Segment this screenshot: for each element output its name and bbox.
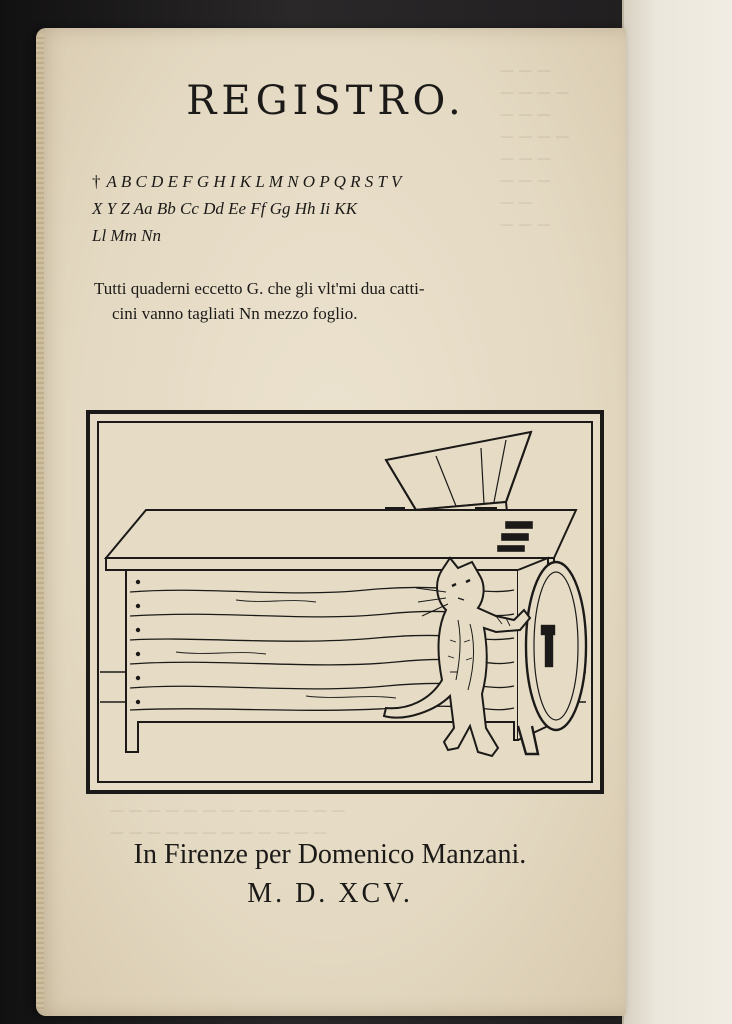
- show-through-low: — — — — — — — — — — — — — — — — — — — — — — — — —: [110, 803, 346, 841]
- register-line-1-text: A B C D E F G H I K L M N O P Q R S T V: [106, 172, 402, 191]
- facing-page-edge: [622, 0, 732, 1024]
- signature-register: [92, 168, 612, 249]
- register-line-1: [92, 168, 612, 195]
- woodcut-illustration: [86, 410, 604, 794]
- binding-note: [94, 276, 614, 326]
- binding-note-line-2: cini vanno tagliati Nn mezzo foglio.: [112, 304, 358, 323]
- imprint-line: In Firenze per Domenico Manzani.: [133, 839, 527, 870]
- cross-icon: †: [92, 172, 101, 191]
- page-stack-edge: [36, 34, 44, 1010]
- show-through-right: — — — — — — — — — — — — — — — — — — — — — — — — —: [500, 63, 570, 233]
- page-title: REGISTRO.: [186, 78, 466, 124]
- register-line-2: X Y Z Aa Bb Cc Dd Ee Ff Gg Hh Ii KK: [92, 199, 358, 218]
- register-line-3: Ll Mm Nn: [92, 226, 161, 245]
- binding-note-line-1: Tutti quaderni eccetto G. che gli vlt'mi dua catti-: [94, 279, 425, 298]
- imprint-date: M. D. XCV.: [247, 878, 413, 909]
